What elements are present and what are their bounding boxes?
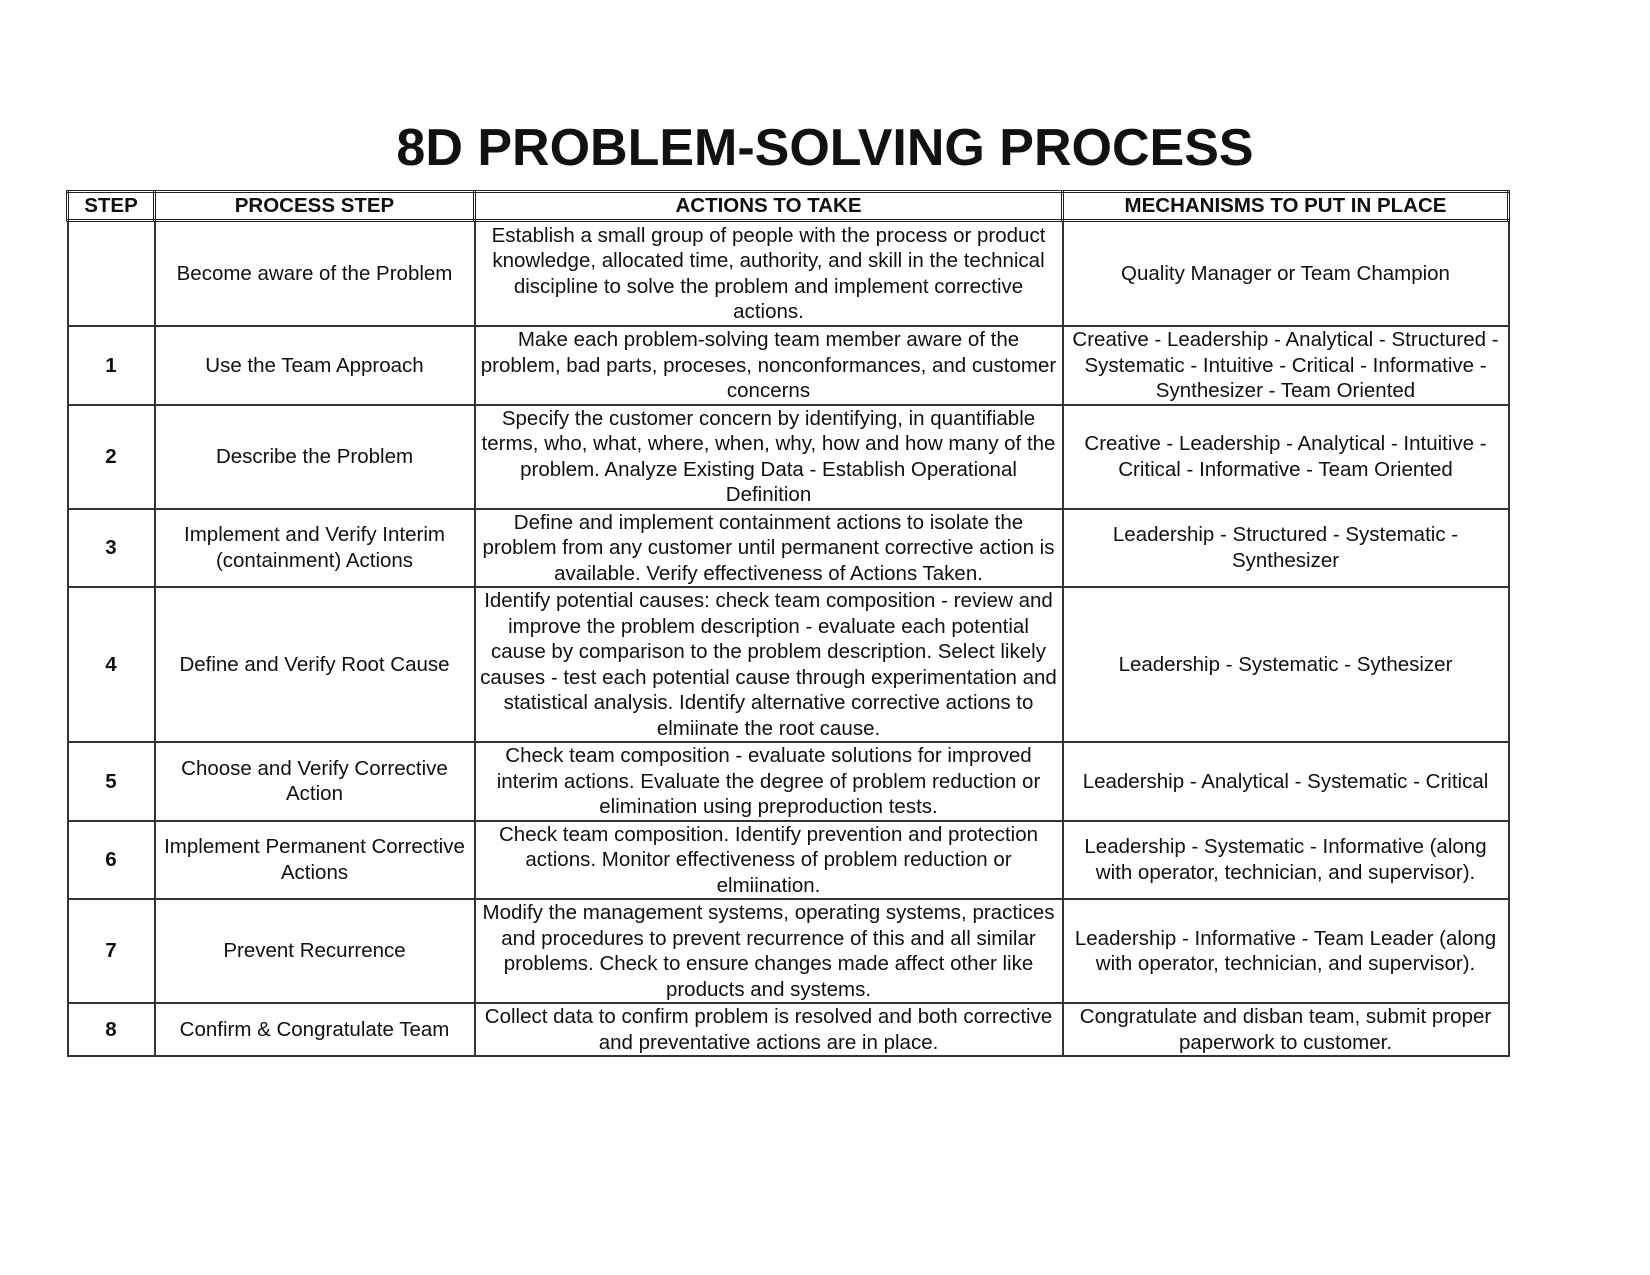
- header-step: STEP: [68, 192, 155, 221]
- actions-cell: Check team composition - evaluate solutions for improved interim actions. Evaluate the degree of problem reduction or elimination using preproduction tests.: [475, 742, 1063, 821]
- actions-cell: Check team composition. Identify prevention and protection actions. Monitor effectiveness of problem reduction or elmiination.: [475, 821, 1063, 900]
- step-number: 5: [68, 742, 155, 821]
- actions-cell: Make each problem-solving team member aware of the problem, bad parts, proceses, nonconformances, and customer concerns: [475, 326, 1063, 405]
- header-mechanisms: MECHANISMS TO PUT IN PLACE: [1063, 192, 1509, 221]
- step-number: 4: [68, 587, 155, 742]
- actions-cell: Specify the customer concern by identifying, in quantifiable terms, who, what, where, when, why, how and how many of the problem. Analyze Existing Data - Establish Operational Definition: [475, 405, 1063, 509]
- step-number: 3: [68, 509, 155, 588]
- step-number: 7: [68, 899, 155, 1003]
- table-row: [68, 899, 1509, 1003]
- process-step-cell: Become aware of the Problem: [155, 221, 475, 327]
- process-step-cell: Implement and Verify Interim (containment) Actions: [155, 509, 475, 588]
- step-number: 8: [68, 1003, 155, 1056]
- process-table: [66, 190, 1510, 1057]
- actions-cell: Modify the management systems, operating systems, practices and procedures to prevent recurrence of this and all similar problems. Check to ensure changes made affect other like products and systems.: [475, 899, 1063, 1003]
- mechanisms-cell: Leadership - Systematic - Informative (along with operator, technician, and supervisor).: [1063, 821, 1509, 900]
- mechanisms-cell: Creative - Leadership - Analytical - Intuitive - Critical - Informative - Team Oriented: [1063, 405, 1509, 509]
- step-number: [68, 221, 155, 327]
- header-actions: ACTIONS TO TAKE: [475, 192, 1063, 221]
- process-step-cell: Use the Team Approach: [155, 326, 475, 405]
- process-step-cell: Implement Permanent Corrective Actions: [155, 821, 475, 900]
- process-step-cell: Choose and Verify Corrective Action: [155, 742, 475, 821]
- actions-cell: Define and implement containment actions to isolate the problem from any customer until permanent corrective action is available. Verify effectiveness of Actions Taken.: [475, 509, 1063, 588]
- process-step-cell: Describe the Problem: [155, 405, 475, 509]
- table-row: [68, 221, 1509, 327]
- actions-cell: Collect data to confirm problem is resolved and both corrective and preventative actions are in place.: [475, 1003, 1063, 1056]
- table-header-row: [68, 192, 1509, 221]
- process-step-cell: Prevent Recurrence: [155, 899, 475, 1003]
- mechanisms-cell: Leadership - Systematic - Sythesizer: [1063, 587, 1509, 742]
- process-step-cell: Confirm & Congratulate Team: [155, 1003, 475, 1056]
- table-row: [68, 509, 1509, 588]
- step-number: 6: [68, 821, 155, 900]
- step-number: 1: [68, 326, 155, 405]
- table-row: [68, 742, 1509, 821]
- process-step-cell: Define and Verify Root Cause: [155, 587, 475, 742]
- header-process-step: PROCESS STEP: [155, 192, 475, 221]
- mechanisms-cell: Creative - Leadership - Analytical - Structured - Systematic - Intuitive - Critical - Informative - Synthesizer - Team Oriented: [1063, 326, 1509, 405]
- mechanisms-cell: Leadership - Structured - Systematic - Synthesizer: [1063, 509, 1509, 588]
- mechanisms-cell: Quality Manager or Team Champion: [1063, 221, 1509, 327]
- mechanisms-cell: Leadership - Informative - Team Leader (along with operator, technician, and supervisor).: [1063, 899, 1509, 1003]
- actions-cell: Establish a small group of people with the process or product knowledge, allocated time, authority, and skill in the technical discipline to solve the problem and implement corrective actions.: [475, 221, 1063, 327]
- mechanisms-cell: Leadership - Analytical - Systematic - Critical: [1063, 742, 1509, 821]
- table-row: [68, 1003, 1509, 1056]
- actions-cell: Identify potential causes: check team composition - review and improve the problem description - evaluate each potential cause by comparison to the problem description. Select likely causes - test each potential cause through experimentation and statistical analysis. Identify alternative corrective actions to elmiinate the root cause.: [475, 587, 1063, 742]
- table-row: [68, 405, 1509, 509]
- page-title: 8D PROBLEM-SOLVING PROCESS: [396, 119, 1254, 177]
- table-row: [68, 821, 1509, 900]
- table-row: [68, 587, 1509, 742]
- step-number: 2: [68, 405, 155, 509]
- mechanisms-cell: Congratulate and disban team, submit proper paperwork to customer.: [1063, 1003, 1509, 1056]
- table-row: [68, 326, 1509, 405]
